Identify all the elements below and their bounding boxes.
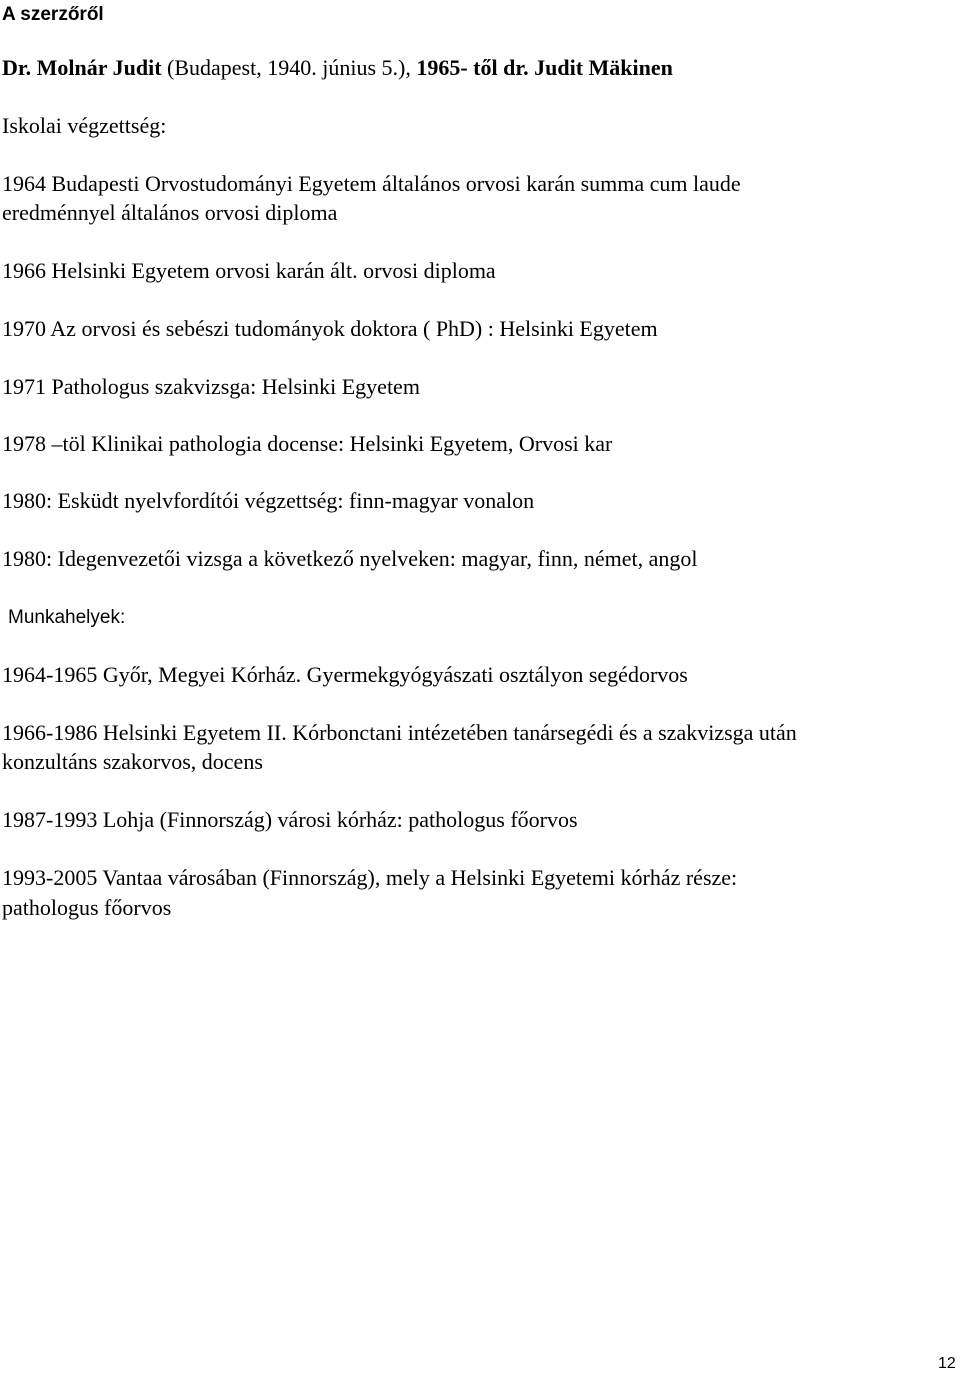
author-name: Dr. Molnár Judit [2,55,162,80]
work-1964: 1964-1965 Győr, Megyei Kórház. Gyermekgyógyászati osztályon segédorvos [2,662,688,687]
author-birth: (Budapest, 1940. június 5.), [161,55,417,80]
education-1978: 1978 –töl Klinikai pathologia docense: Helsinki Egyetem, Orvosi kar [2,431,613,456]
work-1987: 1987-1993 Lohja (Finnország) városi kórház: pathologus főorvos [2,807,578,832]
education-title: Iskolai végzettség: [2,113,167,138]
section-heading: A szerzőről [2,4,104,25]
education-1964-line1: 1964 Budapesti Orvostudományi Egyetem általános orvosi karán summa cum laude [2,171,741,196]
author-married-name: 1965- től dr. Judit Mäkinen [416,55,673,80]
work-1966-line2: konzultáns szakorvos, docens [2,749,263,774]
education-1980-translator: 1980: Esküdt nyelvfordítói végzettség: finn-magyar vonalon [2,488,535,513]
work-title: Munkahelyek: [8,607,126,628]
education-1980-guide: 1980: Idegenvezetői vizsga a következő nyelveken: magyar, finn, német, angol [2,546,698,571]
work-1993-line1: 1993-2005 Vantaa városában (Finnország), mely a Helsinki Egyetemi kórház része: [2,865,738,890]
education-1970: 1970 Az orvosi és sebészi tudományok doktora ( PhD) : Helsinki Egyetem [2,316,658,341]
education-1971: 1971 Pathologus szakvizsga: Helsinki Egyetem [2,374,420,399]
education-1964-line2: eredménnyel általános orvosi diploma [2,200,338,225]
page-number: 12 [938,1355,956,1372]
education-1966: 1966 Helsinki Egyetem orvosi karán ált. orvosi diploma [2,258,496,283]
author-name-line [2,53,673,83]
work-1966-line1: 1966-1986 Helsinki Egyetem II. Kórbonctani intézetében tanársegédi és a szakvizsga után [2,720,797,745]
work-1993-line2: pathologus főorvos [2,895,172,920]
